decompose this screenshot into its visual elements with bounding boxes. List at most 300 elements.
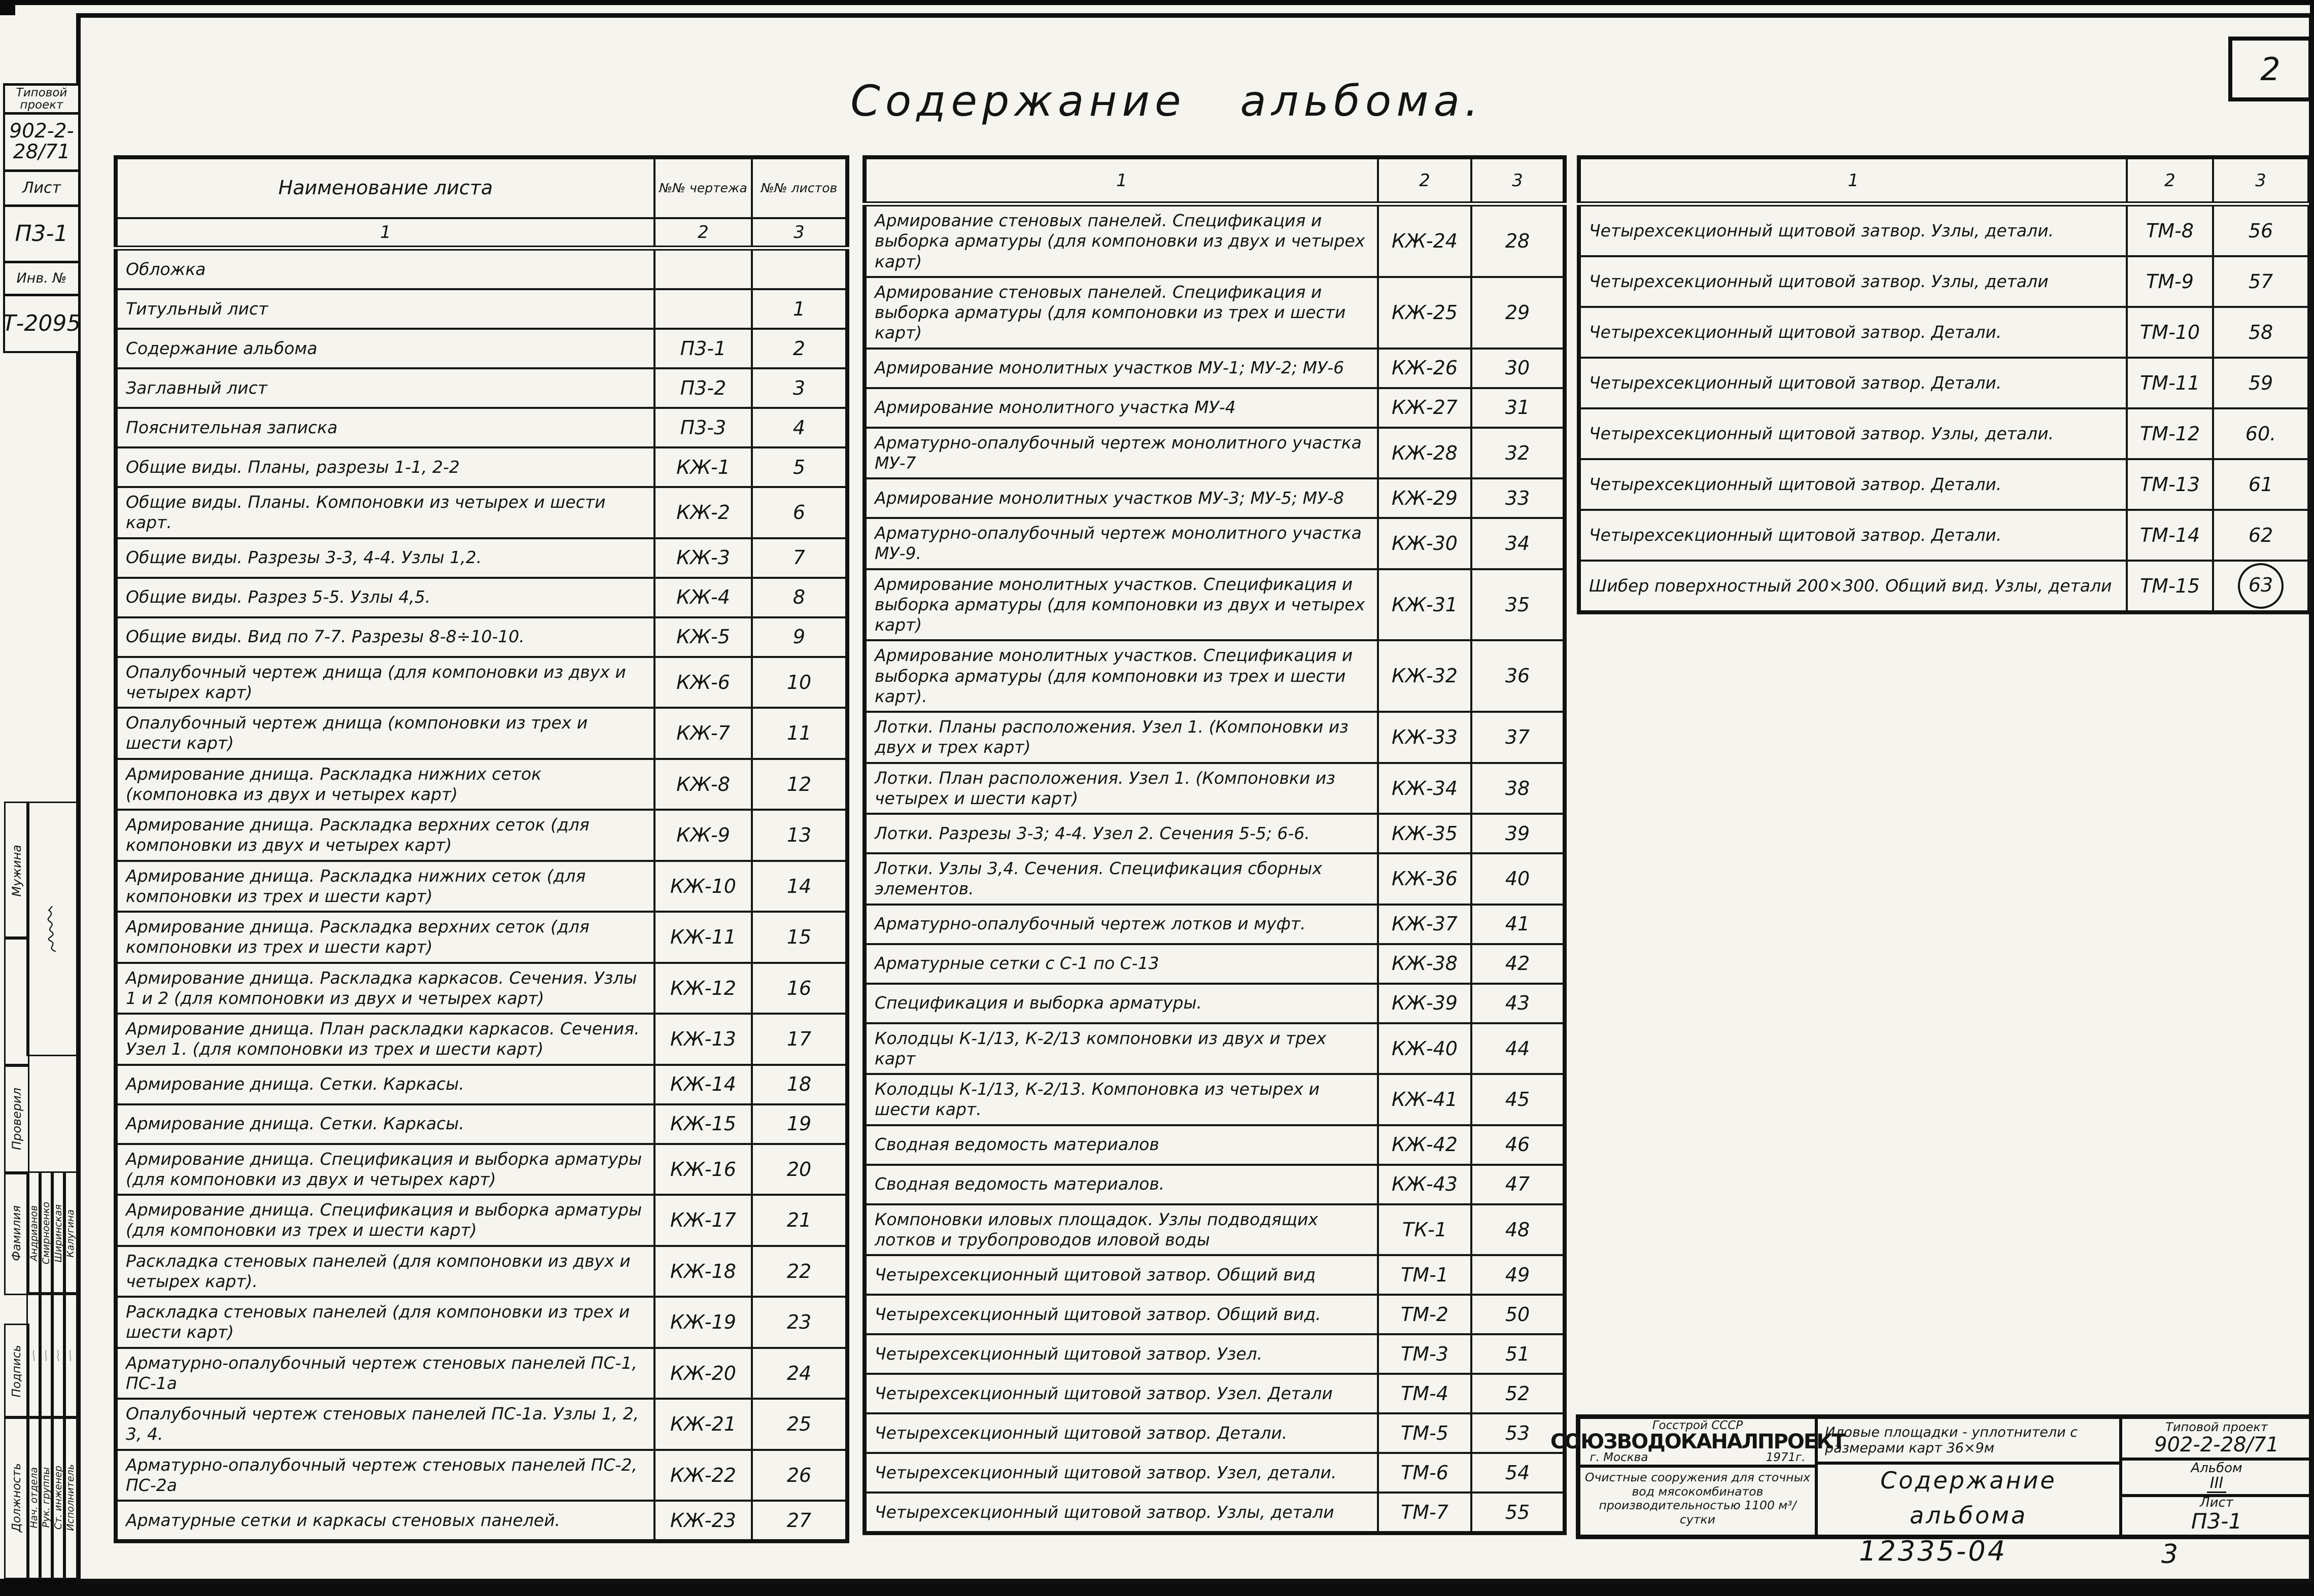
drawing-number: ТМ-13 (2127, 459, 2213, 510)
sheet-name: Арматурные сетки с С-1 по С-13 (865, 944, 1378, 984)
side-stamp (4, 792, 77, 1578)
table-row (116, 1104, 847, 1144)
corner-stamp-inventory-label: Инв. № (3, 261, 80, 296)
sheet-number: 48 (1471, 1204, 1565, 1256)
sheet-number: 5 (752, 447, 847, 487)
sheet-number: 60. (2213, 408, 2309, 459)
signature-label: Подпись (10, 1345, 23, 1398)
table-row (116, 248, 847, 289)
sheet-number: 23 (752, 1297, 847, 1348)
table-row (865, 853, 1565, 905)
side-stamp-empty-cell (4, 936, 29, 1067)
table-row (865, 814, 1565, 853)
drawing-number: КЖ-22 (654, 1450, 752, 1501)
drawing-number: П3-3 (654, 408, 752, 447)
sheet-name: Армирование днища. Спецификация и выборка арматуры (для компоновки из двух и четырех карт) (116, 1144, 654, 1195)
column-index-3: 3 (1471, 157, 1565, 204)
table-row (116, 1399, 847, 1450)
table-row (865, 1125, 1565, 1165)
table-row (865, 204, 1565, 277)
column-header-sheet-no: №№ листов (752, 157, 847, 218)
table-row (865, 1023, 1565, 1074)
drawing-number: КЖ-39 (1378, 984, 1471, 1023)
table-row (116, 329, 847, 368)
sheet-name: Колодцы К-1/13, К-2/13 компоновки из двух и трех карт (865, 1023, 1378, 1074)
sheet-name: Армирование стеновых панелей. Спецификация и выборка арматуры (для компоновки из двух и четырех карт) (865, 204, 1378, 277)
drawing-number: КЖ-25 (1378, 277, 1471, 349)
toc-table-1-body (116, 248, 847, 1541)
sheet-name: Арматурно-опалубочный чертеж монолитного участка МУ-7 (865, 428, 1378, 479)
table-row (1579, 510, 2309, 561)
table-header-row (116, 157, 847, 218)
table-row (865, 349, 1565, 388)
sheet-name: Опалубочный чертеж днища (компоновки из трех и шести карт) (116, 708, 654, 759)
sheet-number: 28 (1471, 204, 1565, 277)
org-description: Очистные сооружения для сточных вод мясокомбинатов производительностью 1100 м³/сутки (1584, 1470, 1811, 1527)
checked-label: Проверил (10, 1088, 24, 1151)
drawing-number: ТМ-12 (2127, 408, 2213, 459)
sheet-number: 43 (1471, 984, 1565, 1023)
sheet-name: Четырехсекционный щитовой затвор. Узлы, детали. (1579, 204, 2127, 256)
drawing-number: ТМ-4 (1378, 1374, 1471, 1413)
sheet-number: 25 (752, 1399, 847, 1450)
table-row (116, 1195, 847, 1246)
drawing-number: КЖ-26 (1378, 349, 1471, 388)
sheet-name: Лотки. Разрезы 3-3; 4-4. Узел 2. Сечения 5-5; 6-6. (865, 814, 1378, 853)
drawing-number: ТМ-2 (1378, 1295, 1471, 1334)
sheet-name: Четырехсекционный щитовой затвор. Детали. (1579, 459, 2127, 510)
sheet-name: Армирование днища. Раскладка нижних сеток (для компоновки из трех и шести карт) (116, 861, 654, 912)
org-city: г. Москва (1590, 1451, 1648, 1464)
drawing-number (654, 289, 752, 329)
corner-stamp-sheet-label: Лист (3, 169, 80, 206)
sheet-name: Армирование днища. Раскладка верхних сеток (для компоновки из двух и четырех карт) (116, 810, 654, 861)
title-block-subject-cell (1818, 1419, 2122, 1535)
sheet-name: Арматурные сетки и каркасы стеновых панелей. (116, 1501, 654, 1541)
drawing-number: КЖ-23 (654, 1501, 752, 1541)
column-index-2: 2 (2127, 157, 2213, 204)
sheet-name: Армирование днища. Спецификация и выборка арматуры (для компоновки из трех и шести карт) (116, 1195, 654, 1246)
project-label: Типовой проект (2165, 1420, 2268, 1435)
drawing-number: КЖ-40 (1378, 1023, 1471, 1074)
drawing-number: КЖ-34 (1378, 763, 1471, 814)
sheet-number: 54 (1471, 1453, 1565, 1493)
sheet-name: Общие виды. Вид по 7-7. Разрезы 8-8÷10-10. (116, 617, 654, 657)
drawing-number: КЖ-18 (654, 1246, 752, 1297)
circled-sheet-number: 63 (2238, 563, 2284, 609)
table-row (116, 1297, 847, 1348)
surname-cell (63, 1171, 78, 1295)
drawing-number: ТМ-14 (2127, 510, 2213, 561)
drawing-number: КЖ-1 (654, 447, 752, 487)
signature-icon (41, 1349, 51, 1362)
sheet-name: Пояснительная записка (116, 408, 654, 447)
table-row (865, 905, 1565, 944)
sheet-name: Заглавный лист (116, 368, 654, 408)
sheet-number: 6 (752, 487, 847, 538)
column-header-drawing-no: №№ чертежа (654, 157, 752, 218)
table-row (865, 640, 1565, 712)
table-row (865, 1413, 1565, 1453)
corner-stamp-project-number: 902-2-28/71 (3, 112, 80, 171)
sheet-name: Арматурно-опалубочный чертеж стеновых панелей ПС-1, ПС-1а (116, 1348, 654, 1399)
table-row (116, 447, 847, 487)
sheet-name: Шибер поверхностный 200×300. Общий вид. Узлы, детали (1579, 561, 2127, 612)
sheet-name: Спецификация и выборка арматуры. (865, 984, 1378, 1023)
table-row (865, 428, 1565, 479)
sheet-number: 15 (752, 912, 847, 963)
drawing-number: КЖ-38 (1378, 944, 1471, 984)
sheet-name: Арматурно-опалубочный чертеж лотков и муфт. (865, 905, 1378, 944)
drawing-number: КЖ-16 (654, 1144, 752, 1195)
signature-icon (29, 1349, 39, 1362)
table-row (116, 617, 847, 657)
drawing-number: КЖ-32 (1378, 640, 1471, 712)
sheet-name: Сводная ведомость материалов (865, 1125, 1378, 1165)
table-row (116, 408, 847, 447)
sheet-number: 45 (1471, 1074, 1565, 1125)
drawing-number: КЖ-6 (654, 657, 752, 708)
sheet-number: 14 (752, 861, 847, 912)
table-row (116, 487, 847, 538)
sheet-name: Титульный лист (116, 289, 654, 329)
position-label: Должность (10, 1463, 23, 1533)
table-row (865, 1255, 1565, 1295)
side-stamp-position-label-cell (4, 1416, 29, 1579)
sheet-name: Общие виды. Разрезы 3-3, 4-4. Узлы 1,2. (116, 538, 654, 578)
album-row (2122, 1461, 2311, 1497)
scan-edge-corner (0, 0, 15, 15)
sheet-number: 30 (1471, 349, 1565, 388)
sheet-number: 4 (752, 408, 847, 447)
sheet-name: Общие виды. Планы, разрезы 1-1, 2-2 (116, 447, 654, 487)
sheet-name: Сводная ведомость материалов. (865, 1165, 1378, 1204)
sheet-number: 32 (1471, 428, 1565, 479)
sheet-name: Армирование монолитных участков. Спецификация и выборка арматуры (для компоновки из трех и шести карт). (865, 640, 1378, 712)
side-stamp-checked-label-cell (4, 1064, 29, 1174)
sheet-number: 12 (752, 759, 847, 810)
org-name: СОЮЗВОДОКАНАЛПРОЕКТ (1550, 1430, 1845, 1453)
sheet-name: Лотки. План расположения. Узел 1. (Компоновки из четырех и шести карт) (865, 763, 1378, 814)
corner-stamp-type-label: Типовой проект (3, 83, 80, 114)
drawing-number: КЖ-33 (1378, 712, 1471, 763)
corner-stamp-inventory-number: Т-2095 (3, 294, 80, 353)
sheet-number: 62 (2213, 510, 2309, 561)
table-row (865, 478, 1565, 518)
sheet-name: Компоновки иловых площадок. Узлы подводящих лотков и трубопроводов иловой воды (865, 1204, 1378, 1256)
sheet-name: Армирование днища. Раскладка каркасов. Сечения. Узлы 1 и 2 (для компоновки из двух и четырех карт) (116, 963, 654, 1014)
sheet-name: Раскладка стеновых панелей (для компоновки из трех и шести карт) (116, 1297, 654, 1348)
project-number: 902-2-28/71 (2154, 1433, 2279, 1456)
org-year: 1971г. (1766, 1451, 1806, 1464)
title-block (1550, 1414, 2314, 1539)
drawing-number: КЖ-14 (654, 1065, 752, 1104)
table-row (116, 759, 847, 810)
table-row (116, 1144, 847, 1195)
column-index-1: 1 (865, 157, 1378, 204)
project-subject: Иловые площадки - уплотнители с размерами карт 36×9м (1818, 1419, 2119, 1465)
sheet-name: Армирование днища. Раскладка верхних сеток (для компоновки из трех и шести карт) (116, 912, 654, 963)
drawing-number: ТМ-10 (2127, 307, 2213, 358)
table-row (865, 1295, 1565, 1334)
drawing-number: КЖ-17 (654, 1195, 752, 1246)
sheet-number: 24 (752, 1348, 847, 1399)
column-index-row (865, 157, 1565, 204)
signature-cell (63, 1292, 78, 1419)
footer-sheet-number: 3 (2161, 1539, 2179, 1570)
column-index-2: 2 (654, 218, 752, 248)
sheet-number: 34 (1471, 518, 1565, 569)
side-stamp-signature-label-cell (4, 1324, 29, 1419)
sheet-number: 3 (752, 368, 847, 408)
column-index-2: 2 (1378, 157, 1471, 204)
sheet-number: 52 (1471, 1374, 1565, 1413)
column-index-1: 1 (1579, 157, 2127, 204)
table-row (116, 1246, 847, 1297)
sheet-name: Четырехсекционный щитовой затвор. Узел. (865, 1334, 1378, 1374)
sheet-name: Армирование днища. Раскладка нижних сеток (компоновка из двух и четырех карт) (116, 759, 654, 810)
table-row (1579, 358, 2309, 408)
sheet-number: 38 (1471, 763, 1565, 814)
surname: Калугина (65, 1209, 76, 1258)
org-header (1550, 1419, 1845, 1468)
drawing-number: КЖ-43 (1378, 1165, 1471, 1204)
sheet-number: 40 (1471, 853, 1565, 905)
drawing-number: ТМ-6 (1378, 1453, 1471, 1493)
table-row (865, 518, 1565, 569)
sheet-name: Четырехсекционный щитовой затвор. Детали. (1579, 510, 2127, 561)
sheet-number: 16 (752, 963, 847, 1014)
sheet-number (752, 248, 847, 289)
sheet-number: 10 (752, 657, 847, 708)
corner-stamp-sheet-number: П3-1 (3, 204, 80, 263)
drawing-number: ТМ-3 (1378, 1334, 1471, 1374)
drawing-number: КЖ-28 (1378, 428, 1471, 479)
position: Нач. отдела (28, 1467, 40, 1529)
sheet-number: 9 (752, 617, 847, 657)
project-number-row (2122, 1419, 2311, 1461)
drawing-number: КЖ-10 (654, 861, 752, 912)
corner-stamp (3, 85, 80, 353)
sheet-name: Четырехсекционный щитовой затвор. Детали. (865, 1413, 1378, 1453)
album-label: Альбом (2191, 1461, 2242, 1476)
sheet-number: 31 (1471, 388, 1565, 428)
scan-edge-top (0, 0, 2314, 5)
column-index-3: 3 (2213, 157, 2309, 204)
sheet-name: Четырехсекционный щитовой затвор. Детали. (1579, 307, 2127, 358)
drawing-number: КЖ-42 (1378, 1125, 1471, 1165)
sheet-name: Опалубочный чертеж стеновых панелей ПС-1а. Узлы 1, 2, 3, 4. (116, 1399, 654, 1450)
side-stamp-checked-name-cell (4, 802, 29, 940)
column-index-row (116, 218, 847, 248)
sheet-name: Колодцы К-1/13, К-2/13. Компоновка из четырех и шести карт. (865, 1074, 1378, 1125)
album-number: III (2207, 1475, 2227, 1493)
drawing-number: ТМ-5 (1378, 1413, 1471, 1453)
document-title: Содержание альбома (1880, 1467, 2057, 1529)
sheet-number: 46 (1471, 1125, 1565, 1165)
sheet-name: Четырехсекционный щитовой затвор. Узлы, детали (1579, 256, 2127, 307)
sheet-number: 29 (1471, 277, 1565, 349)
sheet-name: Лотки. Узлы 3,4. Сечения. Спецификация сборных элементов. (865, 853, 1378, 905)
table-row (865, 277, 1565, 349)
table-row (865, 1493, 1565, 1533)
position-cell (63, 1416, 78, 1579)
table-row (116, 861, 847, 912)
sheet-name: Армирование монолитного участка МУ-4 (865, 388, 1378, 428)
table-row (1579, 256, 2309, 307)
sheet-name: Общие виды. Планы. Компоновки из четырех и шести карт. (116, 487, 654, 538)
surname-label: Фамилия (10, 1205, 23, 1261)
surname: Ширинская (53, 1204, 64, 1263)
sheet-number: 58 (2213, 307, 2309, 358)
drawing-number (654, 248, 752, 289)
sheet-number: 33 (1471, 478, 1565, 518)
table-row (116, 1450, 847, 1501)
drawing-number: КЖ-11 (654, 912, 752, 963)
table-row (116, 810, 847, 861)
sheet-number: 13 (752, 810, 847, 861)
sheet-number (2213, 561, 2309, 612)
drawing-number: КЖ-5 (654, 617, 752, 657)
table-row (116, 578, 847, 617)
position: Исполнитель (65, 1464, 76, 1531)
sheet-row (2122, 1497, 2311, 1532)
table-row (865, 1074, 1565, 1125)
sheet-number: 22 (752, 1246, 847, 1297)
drawing-number: ТМ-11 (2127, 358, 2213, 408)
sheet-name: Арматурно-опалубочный чертеж стеновых панелей ПС-2, ПС-2а (116, 1450, 654, 1501)
surname: Смирноенко (41, 1202, 52, 1265)
sheet-number: 53 (1471, 1413, 1565, 1453)
table-row (865, 1453, 1565, 1493)
drawing-number: ТМ-1 (1378, 1255, 1471, 1295)
column-header-name: Наименование листа (116, 157, 654, 218)
table-row (1579, 408, 2309, 459)
drawing-number: КЖ-24 (1378, 204, 1471, 277)
title-block-project-cell (2122, 1419, 2311, 1535)
sheet-number: 51 (1471, 1334, 1565, 1374)
drawing-number: ТМ-15 (2127, 561, 2213, 612)
sheet-name: Армирование стеновых панелей. Спецификация и выборка арматуры (для компоновки из трех и шести карт) (865, 277, 1378, 349)
drawing-number: П3-1 (654, 329, 752, 368)
drawing-number: КЖ-2 (654, 487, 752, 538)
page-title: Содержание альбома. (850, 76, 1483, 126)
sheet-number: 44 (1471, 1023, 1565, 1074)
sheet-name: Армирование монолитных участков МУ-1; МУ-2; МУ-6 (865, 349, 1378, 388)
sheet-name: Опалубочный чертеж днища (для компоновки из двух и четырех карт) (116, 657, 654, 708)
table-row (865, 1204, 1565, 1256)
footer-code: 12335-04 (1859, 1535, 2007, 1567)
sheet-name: Четырехсекционный щитовой затвор. Общий вид (865, 1255, 1378, 1295)
table-row (865, 569, 1565, 641)
sheet-number: 21 (752, 1195, 847, 1246)
sheet-number: 42 (1471, 944, 1565, 984)
table-row (116, 368, 847, 408)
sheet-name: Четырехсекционный щитовой затвор. Узел. Детали (865, 1374, 1378, 1413)
drawing-number: КЖ-4 (654, 578, 752, 617)
table-row (865, 1374, 1565, 1413)
toc-table-3-body (1579, 204, 2309, 612)
page-number-box (2228, 37, 2312, 101)
column-index-1: 1 (116, 218, 654, 248)
toc-table-3 (1577, 155, 2311, 614)
sheet-number: 50 (1471, 1295, 1565, 1334)
sheet-number: П3-1 (2191, 1508, 2242, 1534)
sheet-number: 2 (752, 329, 847, 368)
sheet-number: 18 (752, 1065, 847, 1104)
side-stamp-surname-label-cell (4, 1171, 29, 1295)
sheet-name: Четырехсекционный щитовой затвор. Узлы, детали. (1579, 408, 2127, 459)
position: Ст. инженер (53, 1465, 64, 1530)
sheet-name: Четырехсекционный щитовой затвор. Общий вид. (865, 1295, 1378, 1334)
table-row (116, 1501, 847, 1541)
toc-table-2 (862, 155, 1567, 1535)
sheet-number: 7 (752, 538, 847, 578)
table-row (116, 963, 847, 1014)
sheet-name: Армирование днища. План раскладки каркасов. Сечения. Узел 1. (для компоновки из трех и шести карт) (116, 1014, 654, 1065)
sheet-number: 57 (2213, 256, 2309, 307)
sheet-number: 19 (752, 1104, 847, 1144)
drawing-number: КЖ-21 (654, 1399, 752, 1450)
side-stamp-checked-signature-cell (26, 802, 78, 1056)
sheet-number: 20 (752, 1144, 847, 1195)
sheet-number: 26 (752, 1450, 847, 1501)
signature-icon (37, 905, 67, 953)
table-row (865, 1165, 1565, 1204)
table-row (865, 763, 1565, 814)
sheet-number: 17 (752, 1014, 847, 1065)
sheet-number: 11 (752, 708, 847, 759)
sheet-name: Четырехсекционный щитовой затвор. Детали. (1579, 358, 2127, 408)
sheet-name: Лотки. Планы расположения. Узел 1. (Компоновки из двух и трех карт) (865, 712, 1378, 763)
sheet-number: 36 (1471, 640, 1565, 712)
sheet-number: 55 (1471, 1493, 1565, 1533)
sheet-number: 41 (1471, 905, 1565, 944)
drawing-number: КЖ-36 (1378, 853, 1471, 905)
sheet-number: 8 (752, 578, 847, 617)
sheet-name: Общие виды. Разрез 5-5. Узлы 4,5. (116, 578, 654, 617)
table-row (1579, 204, 2309, 256)
table-row (116, 1065, 847, 1104)
drawing-number: КЖ-29 (1378, 478, 1471, 518)
drawing-number: КЖ-30 (1378, 518, 1471, 569)
table-row (116, 657, 847, 708)
drawing-number: КЖ-8 (654, 759, 752, 810)
org-top-label: Госстрой СССР (1652, 1419, 1743, 1432)
page-number: 2 (2260, 50, 2281, 88)
table-row (1579, 459, 2309, 510)
checked-name: Мужина (10, 844, 24, 897)
drawing-number: КЖ-7 (654, 708, 752, 759)
drawing-number: КЖ-13 (654, 1014, 752, 1065)
sheet-name: Четырехсекционный щитовой затвор. Узлы, детали (865, 1493, 1378, 1533)
table-row (865, 984, 1565, 1023)
sheet-name: Раскладка стеновых панелей (для компоновки из двух и четырех карт). (116, 1246, 654, 1297)
drawing-number: КЖ-12 (654, 963, 752, 1014)
sheet-name: Четырехсекционный щитовой затвор. Узел, детали. (865, 1453, 1378, 1493)
table-row (865, 388, 1565, 428)
drawing-number: КЖ-27 (1378, 388, 1471, 428)
table-row (116, 1014, 847, 1065)
drawing-number: ТМ-9 (2127, 256, 2213, 307)
position: Рук. группы (41, 1467, 52, 1528)
drawing-number: КЖ-3 (654, 538, 752, 578)
drawing-number: КЖ-37 (1378, 905, 1471, 944)
drawing-number: П3-2 (654, 368, 752, 408)
sheet-number: 47 (1471, 1165, 1565, 1204)
signature-icon (65, 1349, 76, 1362)
sheet-name: Содержание альбома (116, 329, 654, 368)
